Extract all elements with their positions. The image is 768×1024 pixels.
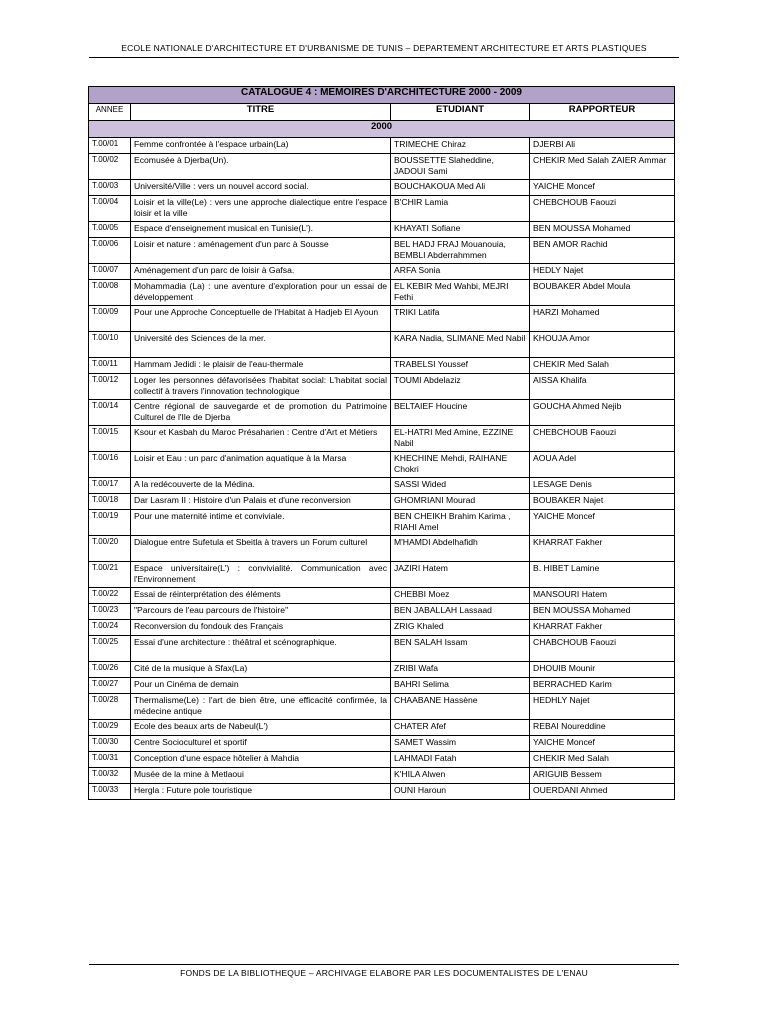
cell-titre: Espace universitaire(L') : convivialité. Communication avec l'Environnement	[131, 562, 391, 588]
table-row	[89, 452, 675, 478]
cell-code: T.00/25	[89, 636, 131, 662]
cell-rapporteur: B. HIBET Lamine	[530, 562, 675, 588]
cell-code: T.00/01	[89, 138, 131, 154]
cell-titre: Ecomusée à Djerba(Un).	[131, 154, 391, 180]
cell-etudiant: ARFA Sonia	[391, 264, 530, 280]
table-row	[89, 678, 675, 694]
table-row	[89, 332, 675, 358]
cell-code: T.00/29	[89, 720, 131, 736]
table-row	[89, 478, 675, 494]
cell-titre: Hammam Jedidi : le plaisir de l'eau-thermale	[131, 358, 391, 374]
cell-code: T.00/17	[89, 478, 131, 494]
cell-titre: Loisir et nature : aménagement d'un parc à Sousse	[131, 238, 391, 264]
cell-titre: Loisir et Eau : un parc d'animation aquatique à la Marsa	[131, 452, 391, 478]
cell-etudiant: TRIMECHE Chiraz	[391, 138, 530, 154]
table-row	[89, 400, 675, 426]
table-row	[89, 636, 675, 662]
cell-etudiant: CHATER Afef	[391, 720, 530, 736]
cell-rapporteur: HEDLY Najet	[530, 264, 675, 280]
cell-rapporteur: CHEBCHOUB Faouzi	[530, 196, 675, 222]
cell-rapporteur: BOUBAKER Abdel Moula	[530, 280, 675, 306]
table-row	[89, 374, 675, 400]
table-row	[89, 222, 675, 238]
cell-titre: Pour une maternité intime et conviviale.	[131, 510, 391, 536]
cell-titre: Ksour et Kasbah du Maroc Présaharien : Centre d'Art et Métiers	[131, 426, 391, 452]
cell-etudiant: KARA Nadia, SLIMANE Med Nabil	[391, 332, 530, 358]
cell-rapporteur: REBAI Noureddine	[530, 720, 675, 736]
column-header-rapporteur: RAPPORTEUR	[530, 104, 675, 121]
table-row	[89, 720, 675, 736]
cell-etudiant: B'CHIR Lamia	[391, 196, 530, 222]
cell-titre: Loger les personnes défavorisées l'habitat social: L'habitat social collectif à travers l'innovation technologique	[131, 374, 391, 400]
cell-code: T.00/12	[89, 374, 131, 400]
table-row	[89, 494, 675, 510]
cell-rapporteur: YAICHE Moncef	[530, 180, 675, 196]
cell-titre: Loisir et la ville(Le) : vers une approche dialectique entre l'espace loisir et la ville	[131, 196, 391, 222]
cell-etudiant: KHECHINE Mehdi, RAIHANE Chokri	[391, 452, 530, 478]
cell-titre: Musée de la mine à Metlaoui	[131, 768, 391, 784]
table-row	[89, 510, 675, 536]
cell-etudiant: KHAYATI Sofiane	[391, 222, 530, 238]
cell-rapporteur: CHEBCHOUB Faouzi	[530, 426, 675, 452]
cell-etudiant: M'HAMDI Abdelhafidh	[391, 536, 530, 562]
cell-etudiant: TOUMI Abdelaziz	[391, 374, 530, 400]
cell-rapporteur: BOUBAKER Najet	[530, 494, 675, 510]
table-row	[89, 662, 675, 678]
cell-rapporteur: YAICHE Moncef	[530, 510, 675, 536]
page-footer: FONDS DE LA BIBLIOTHEQUE – ARCHIVAGE ELABORE PAR LES DOCUMENTALISTES DE L'ENAU	[180, 968, 588, 978]
cell-code: T.00/08	[89, 280, 131, 306]
cell-titre: Essai d'une architecture : théâtral et scénographique.	[131, 636, 391, 662]
cell-etudiant: EL KEBIR Med Wahbi, MEJRI Fethi	[391, 280, 530, 306]
table-row	[89, 196, 675, 222]
cell-code: T.00/06	[89, 238, 131, 264]
cell-code: T.00/05	[89, 222, 131, 238]
table-row	[89, 264, 675, 280]
cell-rapporteur: BEN MOUSSA Mohamed	[530, 222, 675, 238]
cell-etudiant: EL-HATRI Med Amine, EZZINE Nabil	[391, 426, 530, 452]
cell-code: T.00/03	[89, 180, 131, 196]
page-header: ECOLE NATIONALE D'ARCHITECTURE ET D'URBANISME DE TUNIS – DEPARTEMENT ARCHITECTURE ET ARTS PLASTIQUES	[121, 43, 647, 53]
header-divider	[89, 57, 679, 58]
cell-etudiant: TRABELSI Youssef	[391, 358, 530, 374]
cell-titre: Conception d'une espace hôtelier à Mahdia	[131, 752, 391, 768]
cell-code: T.00/09	[89, 306, 131, 332]
table-row	[89, 784, 675, 800]
cell-rapporteur: KHARRAT Fakher	[530, 620, 675, 636]
table-row	[89, 154, 675, 180]
cell-rapporteur: BERRACHED Karim	[530, 678, 675, 694]
cell-titre: Espace d'enseignement musical en Tunisie(L').	[131, 222, 391, 238]
cell-etudiant: BEN CHEIKH Brahim Karima , RIAHI Amel	[391, 510, 530, 536]
cell-titre: Dar Lasram II : Histoire d'un Palais et d'une reconversion	[131, 494, 391, 510]
cell-etudiant: BELTAIEF Houcine	[391, 400, 530, 426]
year-section-header: 2000	[89, 121, 675, 138]
cell-titre: "Parcours de l'eau parcours de l'histoire"	[131, 604, 391, 620]
cell-code: T.00/31	[89, 752, 131, 768]
table-row	[89, 306, 675, 332]
cell-rapporteur: GOUCHA Ahmed Nejib	[530, 400, 675, 426]
cell-etudiant: CHAABANE Hassène	[391, 694, 530, 720]
cell-titre: Essai de réinterprétation des éléments	[131, 588, 391, 604]
cell-code: T.00/16	[89, 452, 131, 478]
cell-code: T.00/24	[89, 620, 131, 636]
table-row	[89, 588, 675, 604]
cell-rapporteur: DHOUIB Mounir	[530, 662, 675, 678]
cell-etudiant: BOUCHAKOUA Med Ali	[391, 180, 530, 196]
cell-etudiant: SAMET Wassim	[391, 736, 530, 752]
cell-code: T.00/04	[89, 196, 131, 222]
cell-code: T.00/22	[89, 588, 131, 604]
footer-divider	[89, 964, 679, 965]
cell-rapporteur: AOUA Adel	[530, 452, 675, 478]
cell-code: T.00/27	[89, 678, 131, 694]
cell-code: T.00/23	[89, 604, 131, 620]
cell-rapporteur: MANSOURI Hatem	[530, 588, 675, 604]
table-row	[89, 736, 675, 752]
cell-etudiant: ZRIBI Wafa	[391, 662, 530, 678]
cell-etudiant: JAZIRI Hatem	[391, 562, 530, 588]
cell-rapporteur: HEDHLY Najet	[530, 694, 675, 720]
catalogue-title: CATALOGUE 4 : MEMOIRES D'ARCHITECTURE 2000 - 2009	[89, 87, 675, 104]
cell-etudiant: BEN SALAH Issam	[391, 636, 530, 662]
table-row	[89, 536, 675, 562]
cell-rapporteur: OUERDANI Ahmed	[530, 784, 675, 800]
cell-rapporteur: DJERBI Ali	[530, 138, 675, 154]
cell-rapporteur: CHEKIR Med Salah	[530, 752, 675, 768]
cell-titre: Reconversion du fondouk des Français	[131, 620, 391, 636]
cell-etudiant: BEL HADJ FRAJ Mouanouia, BEMBLI Abderrahmmen	[391, 238, 530, 264]
table-row	[89, 752, 675, 768]
cell-rapporteur: CHEKIR Med Salah ZAIER Ammar	[530, 154, 675, 180]
column-header-titre: TITRE	[131, 104, 391, 121]
cell-rapporteur: CHABCHOUB Faouzi	[530, 636, 675, 662]
table-row	[89, 426, 675, 452]
cell-rapporteur: KHOUJA Amor	[530, 332, 675, 358]
cell-code: T.00/11	[89, 358, 131, 374]
cell-titre: Université/Ville : vers un nouvel accord social.	[131, 180, 391, 196]
cell-etudiant: TRIKI Latifa	[391, 306, 530, 332]
table-row	[89, 604, 675, 620]
cell-rapporteur: AISSA Khalifa	[530, 374, 675, 400]
table-row	[89, 138, 675, 154]
cell-etudiant: ZRIG Khaled	[391, 620, 530, 636]
cell-titre: Pour un Cinéma de demain	[131, 678, 391, 694]
table-row	[89, 768, 675, 784]
cell-etudiant: OUNI Haroun	[391, 784, 530, 800]
cell-titre: Hergla : Future pole touristique	[131, 784, 391, 800]
cell-titre: Ecole des beaux arts de Nabeul(L')	[131, 720, 391, 736]
cell-rapporteur: BEN MOUSSA Mohamed	[530, 604, 675, 620]
cell-titre: A la redécouverte de la Médina.	[131, 478, 391, 494]
cell-etudiant: CHEBBI Moez	[391, 588, 530, 604]
cell-code: T.00/26	[89, 662, 131, 678]
cell-etudiant: BAHRI Selima	[391, 678, 530, 694]
cell-titre: Thermalisme(Le) : l'art de bien être, une efficacité confirmée, la médecine antique	[131, 694, 391, 720]
cell-etudiant: GHOMRIANI Mourad	[391, 494, 530, 510]
cell-titre: Mohammadia (La) : une aventure d'exploration pour un essai de développement	[131, 280, 391, 306]
cell-titre: Université des Sciences de la mer.	[131, 332, 391, 358]
cell-titre: Aménagement d'un parc de loisir à Gafsa.	[131, 264, 391, 280]
cell-etudiant: BOUSSETTE Slaheddine, JADOUI Sami	[391, 154, 530, 180]
cell-rapporteur: HARZI Mohamed	[530, 306, 675, 332]
cell-etudiant: SASSI Wided	[391, 478, 530, 494]
cell-rapporteur: YAICHE Moncef	[530, 736, 675, 752]
cell-titre: Centre Socioculturel et sportif	[131, 736, 391, 752]
cell-rapporteur: ARIGUIB Bessem	[530, 768, 675, 784]
cell-code: T.00/32	[89, 768, 131, 784]
cell-code: T.00/15	[89, 426, 131, 452]
cell-code: T.00/07	[89, 264, 131, 280]
cell-titre: Centre régional de sauvegarde et de promotion du Patrimoine Culturel de l'Ile de Djerba	[131, 400, 391, 426]
table-row	[89, 694, 675, 720]
cell-rapporteur: CHEKIR Med Salah	[530, 358, 675, 374]
cell-code: T.00/14	[89, 400, 131, 426]
column-header-etudiant: ETUDIANT	[391, 104, 530, 121]
table-row	[89, 180, 675, 196]
cell-titre: Cité de la musique à Sfax(La)	[131, 662, 391, 678]
column-header-annee: ANNEE	[89, 104, 131, 121]
cell-titre: Femme confrontée à l'espace urbain(La)	[131, 138, 391, 154]
table-row	[89, 562, 675, 588]
cell-rapporteur: KHARRAT Fakher	[530, 536, 675, 562]
cell-code: T.00/02	[89, 154, 131, 180]
cell-etudiant: K'HILA Alwen	[391, 768, 530, 784]
table-row	[89, 238, 675, 264]
cell-code: T.00/33	[89, 784, 131, 800]
cell-code: T.00/28	[89, 694, 131, 720]
cell-etudiant: BEN JABALLAH Lassaad	[391, 604, 530, 620]
cell-code: T.00/30	[89, 736, 131, 752]
cell-rapporteur: LESAGE Denis	[530, 478, 675, 494]
table-row	[89, 358, 675, 374]
cell-titre: Pour une Approche Conceptuelle de l'Habitat à Hadjeb El Ayoun	[131, 306, 391, 332]
cell-rapporteur: BEN AMOR Rachid	[530, 238, 675, 264]
table-row	[89, 280, 675, 306]
cell-code: T.00/19	[89, 510, 131, 536]
catalogue-table	[88, 86, 675, 800]
cell-code: T.00/10	[89, 332, 131, 358]
cell-titre: Dialogue entre Sufetula et Sbeitla à travers un Forum culturel	[131, 536, 391, 562]
cell-code: T.00/18	[89, 494, 131, 510]
cell-code: T.00/20	[89, 536, 131, 562]
cell-etudiant: LAHMADI Fatah	[391, 752, 530, 768]
cell-code: T.00/21	[89, 562, 131, 588]
table-row	[89, 620, 675, 636]
